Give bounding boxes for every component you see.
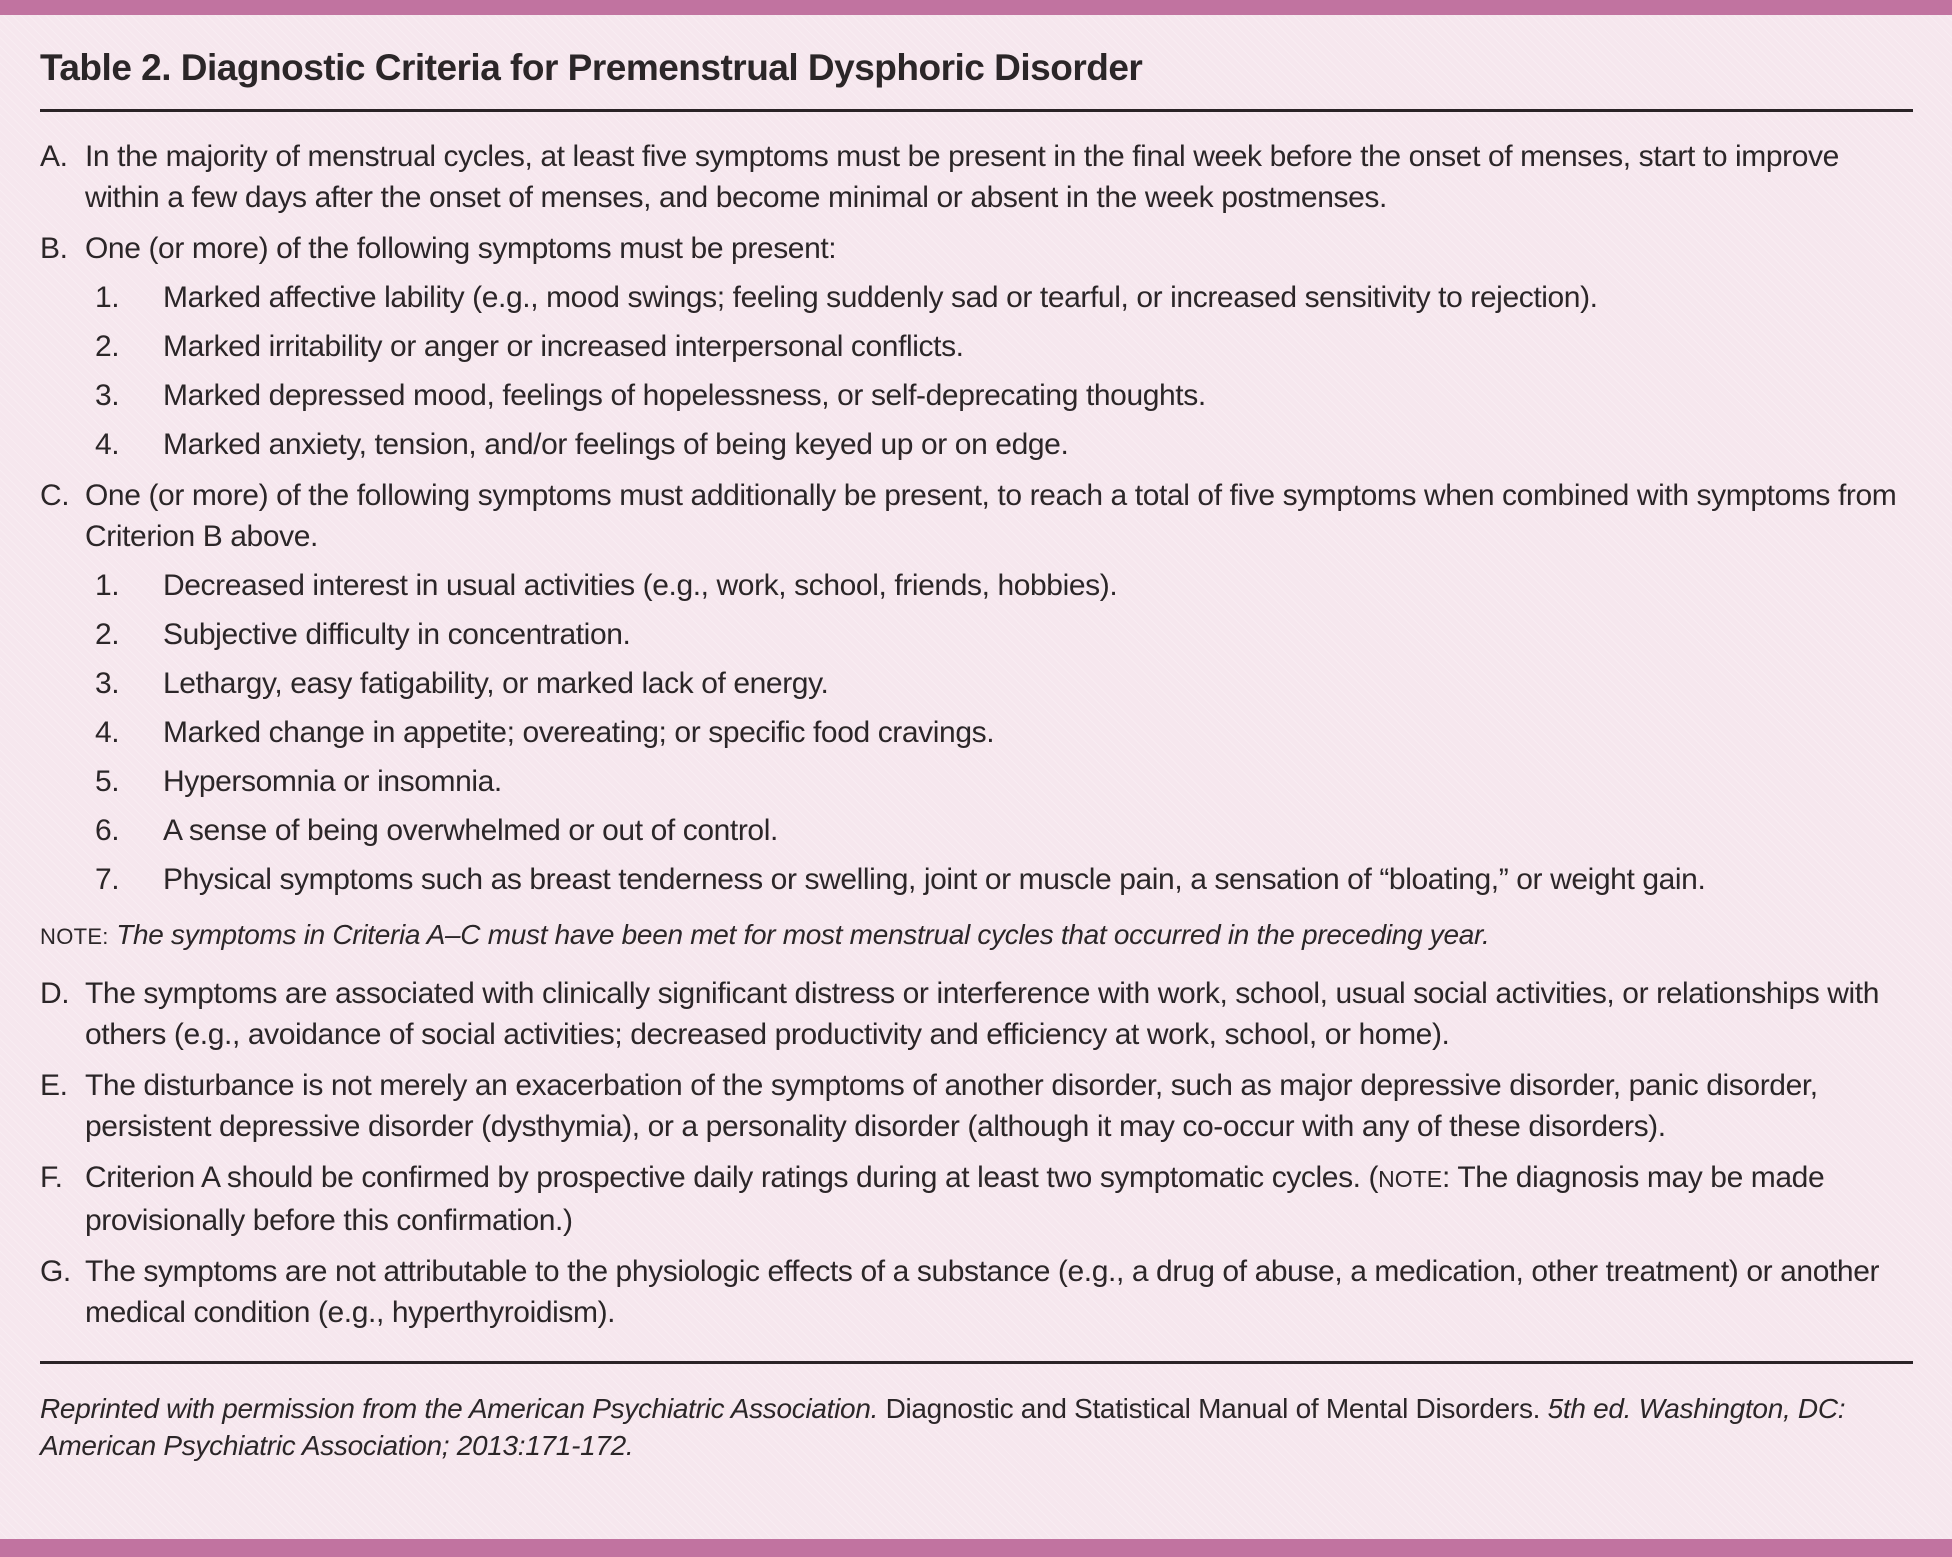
criterion-letter: A. (40, 140, 68, 173)
sub-number: 7. (95, 863, 120, 896)
footnote-part2: Diagnostic and Statistical Manual of Mental Disorders. (885, 1393, 1541, 1424)
footnote-part1: Reprinted with permission from the American Psychiatric Association. (40, 1393, 879, 1424)
sub-item (85, 326, 1913, 367)
criterion-text-after: : The diagnosis may be made provisionally before this confirmation.) (85, 1161, 1825, 1237)
criterion-text: The symptoms are not attributable to the physiologic effects of a substance (e.g., a drug of abuse, a medication, other treatment) or another medical condition (e.g., hyperthyroidism). (85, 1255, 1880, 1329)
criterion-letter: G. (40, 1255, 71, 1288)
criterion-A (40, 136, 1913, 218)
sub-number: 2. (95, 330, 120, 363)
criterion-text: The disturbance is not merely an exacerbation of the symptoms of another disorder, such as major depressive disorder, panic disorder, persistent depressive disorder (dysthymia), or a personality disorder (although it may co-occur with any of these disorders). (85, 1069, 1818, 1143)
sub-number: 1. (95, 281, 120, 314)
sub-text: Physical symptoms such as breast tenderness or swelling, joint or muscle pain, a sensation of “bloating,” or weight gain. (163, 863, 1706, 896)
sub-item (85, 565, 1913, 606)
sub-text: Lethargy, easy fatigability, or marked lack of energy. (163, 667, 829, 700)
sub-item (85, 859, 1913, 900)
sub-text: Marked depressed mood, feelings of hopelessness, or self-deprecating thoughts. (163, 379, 1206, 412)
sub-number: 2. (95, 618, 120, 651)
note-text: The symptoms in Criteria A–C must have been met for most menstrual cycles that occurred in the preceding year. (116, 919, 1490, 950)
criterion-text: The symptoms are associated with clinically significant distress or interference with work, school, usual social activities, or relationships with others (e.g., avoidance of social activities; decreased productivity and efficiency at work, school, or home). (85, 977, 1880, 1051)
bottom-accent-bar (0, 1539, 1952, 1557)
footnote (40, 1390, 1913, 1464)
sub-item (85, 810, 1913, 851)
sub-item (85, 712, 1913, 753)
sub-text: Marked change in appetite; overeating; or specific food cravings. (163, 716, 995, 749)
page-title: Table 2. Diagnostic Criteria for Premenstrual Dysphoric Disorder (40, 47, 1143, 88)
sub-number: 5. (95, 765, 120, 798)
criteria-note (40, 914, 1913, 957)
criterion-text (85, 1161, 1824, 1237)
sub-number: 4. (95, 428, 120, 461)
criterion-letter: C. (40, 479, 70, 512)
sub-number: 6. (95, 814, 120, 847)
criterion-C (40, 475, 1913, 900)
criterion-letter: B. (40, 232, 68, 265)
sub-number: 4. (95, 716, 120, 749)
sub-text: Decreased interest in usual activities (e.g., work, school, friends, hobbies). (163, 569, 1118, 602)
title-divider (40, 109, 1913, 112)
criterion-B-sublist (85, 277, 1913, 465)
criterion-F (40, 1157, 1913, 1241)
criterion-text: One (or more) of the following symptoms must additionally be present, to reach a total of five symptoms when combined with symptoms from Criterion B above. (85, 479, 1897, 553)
criterion-B (40, 228, 1913, 465)
sub-item (85, 424, 1913, 465)
sub-text: Hypersomnia or insomnia. (163, 765, 502, 798)
criterion-letter: D. (40, 977, 70, 1010)
criterion-letter: E. (40, 1069, 68, 1102)
inline-note-label: NOTE (1378, 1166, 1443, 1192)
table-content (40, 15, 1913, 1464)
criterion-G (40, 1251, 1913, 1333)
sub-item (85, 761, 1913, 802)
sub-item (85, 277, 1913, 318)
criterion-letter: F. (40, 1161, 63, 1194)
sub-text: Marked anxiety, tension, and/or feelings of being keyed up or on edge. (163, 428, 1069, 461)
sub-text: Marked irritability or anger or increased interpersonal conflicts. (163, 330, 964, 363)
sub-item (85, 614, 1913, 655)
criterion-text-before: Criterion A should be confirmed by prospective daily ratings during at least two symptomatic cycles. ( (85, 1161, 1379, 1194)
criterion-D (40, 973, 1913, 1055)
criterion-C-sublist (85, 565, 1913, 900)
sub-text: Marked affective lability (e.g., mood swings; feeling suddenly sad or tearful, or increased sensitivity to rejection). (163, 281, 1598, 314)
footnote-part3: 5th ed. Washington, DC: American Psychiatric Association; 2013:171-172. (40, 1393, 1846, 1461)
criterion-text: One (or more) of the following symptoms must be present: (85, 232, 837, 265)
sub-text: A sense of being overwhelmed or out of control. (163, 814, 778, 847)
sub-number: 3. (95, 667, 120, 700)
sub-number: 1. (95, 569, 120, 602)
sub-item (85, 663, 1913, 704)
criteria-list (40, 136, 1913, 1333)
sub-text: Subjective difficulty in concentration. (163, 618, 631, 651)
criterion-text: In the majority of menstrual cycles, at least five symptoms must be present in the final week before the onset of menses, start to improve within a few days after the onset of menses, and become minimal or absent in the week postmenses. (85, 140, 1839, 214)
sub-item (85, 375, 1913, 416)
criterion-E (40, 1065, 1913, 1147)
sub-number: 3. (95, 379, 120, 412)
top-accent-bar (0, 0, 1952, 15)
footnote-divider (40, 1361, 1913, 1364)
note-label: NOTE: (40, 924, 109, 949)
